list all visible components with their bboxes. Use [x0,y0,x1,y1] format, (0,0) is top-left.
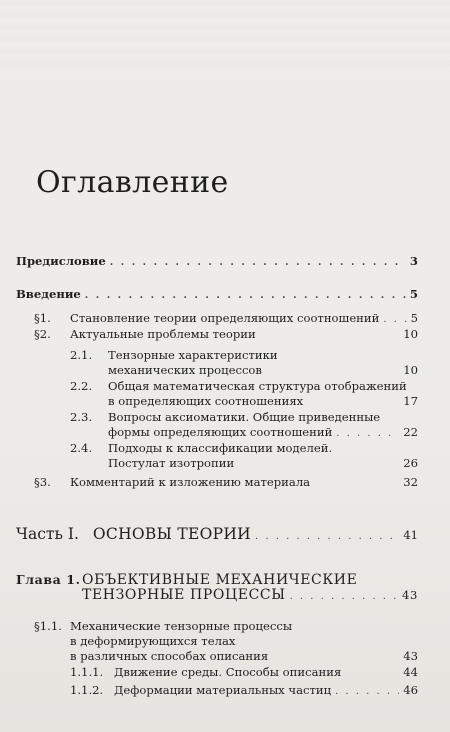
toc-leader-dots [290,590,398,604]
toc-label: Предисловие [16,254,106,268]
toc-entry-s1-1-line1 [34,619,292,633]
toc-label: Актуальные проблемы теории [70,327,256,341]
toc-label-line1: ОБЪЕКТИВНЫЕ МЕХАНИЧЕСКИЕ [82,572,358,588]
toc-page-number: 43 [403,649,418,663]
toc-page-number: 32 [403,475,418,489]
toc-entry-s2-2 [108,394,418,410]
toc-label: Введение [16,287,81,301]
toc-page-number: 46 [403,683,418,697]
toc-entry-s2 [34,327,418,343]
toc-number: 2.1. [70,348,93,362]
toc-page-number: 22 [403,425,418,439]
toc-leader-dots [383,313,406,327]
toc-label-line2: в деформирующихся телах [70,634,236,648]
toc-number: §1.1. [34,619,62,633]
toc-entry-s3 [34,475,418,491]
toc-leader-dots [336,427,399,441]
toc-entry-s1-1-line2 [70,634,235,648]
toc-page-number: 43 [402,588,418,602]
toc-page-number: 5 [410,311,418,325]
toc-page-number: 26 [403,456,418,470]
toc-entry-intro [16,287,418,303]
toc-number: 1.1.2. [70,683,104,697]
toc-entry-s2-4-line1 [70,441,332,455]
toc-label: Комментарий к изложению материала [70,475,311,489]
toc-entry-ch1-line1 [16,572,357,588]
toc-label: Движение среды. Способы описания [114,665,342,679]
toc-entry-s1-1-2 [70,683,418,699]
toc-label-line1: Вопросы аксиоматики. Общие приведенные [108,410,381,424]
toc-entry-preface [16,254,418,270]
toc-number: §2. [34,327,51,341]
toc-entry-s2-3 [108,425,418,441]
toc-label: Становление теории определяющих соотношений [70,311,380,325]
toc-label: механических процессов [108,363,262,377]
toc-entry-s2-3-line1 [70,410,380,424]
toc-entry-s2-2-line1 [70,379,407,393]
toc-page-number: 10 [403,363,418,377]
toc-number: §1. [34,311,51,325]
toc-label-line1: Подходы к классификации моделей. [108,441,333,455]
toc-label: в различных способах описания [70,649,269,663]
toc-label-line1: Тензорные характеристики [108,348,278,362]
toc-number: 2.2. [70,379,93,393]
toc-label-line1: Механические тензорные процессы [70,619,293,633]
toc-number: 2.4. [70,441,93,455]
toc-page-number: 10 [403,327,418,341]
toc-leader-dots [255,530,399,544]
toc-page-number: 5 [409,287,418,301]
toc-page-number: 41 [403,528,418,542]
toc-entry-s2-1-line1 [70,348,278,362]
toc-entry-s1-1-1 [70,665,418,681]
page-title: Оглавление [36,165,229,200]
bleed-through-text [0,0,450,70]
toc-leader-dots [110,256,406,270]
toc-entry-s1 [34,311,418,327]
toc-label: ТЕНЗОРНЫЕ ПРОЦЕССЫ [82,587,286,603]
toc-label: формы определяющих соотношений [108,425,333,439]
toc-entry-s2-1 [108,363,418,379]
toc-leader-dots [85,289,406,303]
toc-page-number: 17 [403,394,418,408]
toc-number: Часть I. [16,525,79,543]
toc-label: ОСНОВЫ ТЕОРИИ [92,525,251,543]
toc-number: 2.3. [70,410,93,424]
toc-label: Деформации материальных частиц [114,683,332,697]
toc-number: 1.1.1. [70,665,104,679]
toc-label: в определяющих соотношениях [108,394,304,408]
toc-entry-s2-4 [108,456,418,472]
toc-leader-dots [335,685,399,699]
toc-label-line1: Общая математическая структура отображений [108,379,407,393]
toc-entry-part1 [16,527,418,544]
toc-entry-ch1 [82,588,418,604]
toc-number: Глава 1. [16,572,81,587]
toc-label: Постулат изотропии [108,456,235,470]
toc-page-number: 44 [403,665,418,679]
toc-page-number: 3 [409,254,418,268]
toc-number: §3. [34,475,51,489]
toc-entry-s1-1 [70,649,418,665]
